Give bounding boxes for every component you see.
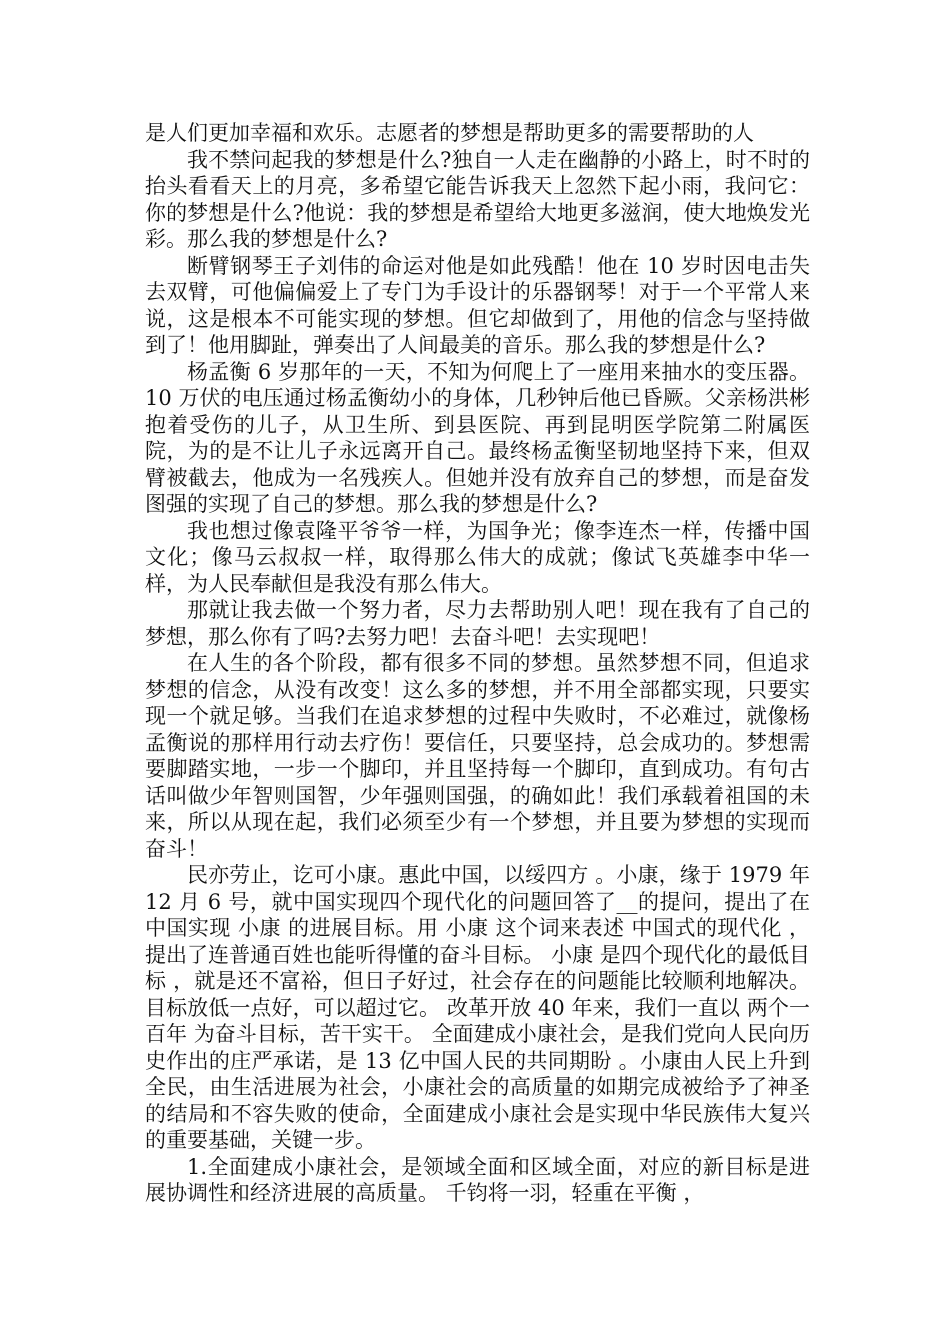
- paragraph-8: 民亦劳止，讫可小康。惠此中国，以绥四方 。小康，缘于 1979 年 12 月 6 号，就中国实现四个现代化的问题回答了__的提问，提出了在中国实现 小康 的进展目标。用 小康 这个词来表述 中国式的现代化 ，提出了连普通百姓也能听得懂的奋斗目标。 小康 是四个现代化的最低目标 ，就是还不富裕，但日子好过，社会存在的问题能比较顺利地解决。 目标放低一点好，可以超过它。 改革开放 40 年来，我们一直以 两个一百年 为奋斗目标，苦干实干。 全面建成小康社会，是我们党向人民向历史作出的庄严承诺，是 13 亿中国人民的共同期盼 。小康由人民上升到全民，由生活进展为社会，小康社会的高质量的如期完成被给予了神圣的结局和不容失败的使命，全面建成小康社会是实现中华民族伟大复兴的重要基础，关键一步。: [145, 863, 810, 1152]
- paragraph-7: 在人生的各个阶段，都有很多不同的梦想。虽然梦想不同，但追求梦想的信念，从没有改变！这么多的梦想，并不用全部都实现，只要实现一个就足够。当我们在追求梦想的过程中失败时，不必难过，就像杨孟衡说的那样用行动去疗伤！要信任，只要坚持，总会成功的。梦想需要脚踏实地，一步一个脚印，并且坚持每一个脚印，直到成功。有句古话叫做少年智则国智，少年强则国强，的确如此！我们承载着祖国的未来，所以从现在起，我们必须至少有一个梦想，并且要为梦想的实现而奋斗！: [145, 651, 810, 861]
- paragraph-6: 那就让我去做一个努力者，尽力去帮助别人吧！现在我有了自己的梦想，那么你有了吗?去努力吧！去奋斗吧！去实现吧！: [145, 598, 810, 649]
- paragraph-1: 是人们更加幸福和欢乐。志愿者的梦想是帮助更多的需要帮助的人: [145, 121, 754, 145]
- paragraph-2: 我不禁问起我的梦想是什么?独自一人走在幽静的小路上，时不时的抬头看看天上的月亮，多希望它能告诉我天上忽然下起小雨，我问它：你的梦想是什么?他说：我的梦想是希望给大地更多滋润，使大地焕发光彩。那么我的梦想是什么?: [145, 147, 810, 251]
- paragraph-5: 我也想过像袁隆平爷爷一样，为国争光；像李连杰一样，传播中国文化；像马云叔叔一样，取得那么伟大的成就；像试飞英雄李中华一样，为人民奉献但是我没有那么伟大。: [145, 518, 810, 596]
- paragraph-3: 断臂钢琴王子刘伟的命运对他是如此残酷！他在 10 岁时因电击失去双臂，可他偏偏爱上了专门为手设计的乐器钢琴！对于一个平常人来说，这是根本不可能实现的梦想。但它却做到了，用他的信念与坚持做到了！他用脚趾，弹奏出了人间最美的音乐。那么我的梦想是什么?: [145, 253, 810, 357]
- document-page: [145, 120, 810, 1207]
- paragraph-9: 1.全面建成小康社会，是领域全面和区域全面，对应的新目标是进展协调性和经济进展的高质量。 千钧将一羽，轻重在平衡 ，: [145, 1154, 810, 1205]
- paragraph-4: 杨孟衡 6 岁那年的一天，不知为何爬上了一座用来抽水的变压器。10 万伏的电压通过杨孟衡幼小的身体，几秒钟后他已昏厥。父亲杨洪彬抱着受伤的儿子，从卫生所、到县医院、再到昆明医学院第二附属医院，为的是不让儿子永远离开自己。最终杨孟衡坚韧地坚持下来，但双臂被截去，他成为一名残疾人。但她并没有放弃自己的梦想，而是奋发图强的实现了自己的梦想。那么我的梦想是什么?: [145, 359, 810, 516]
